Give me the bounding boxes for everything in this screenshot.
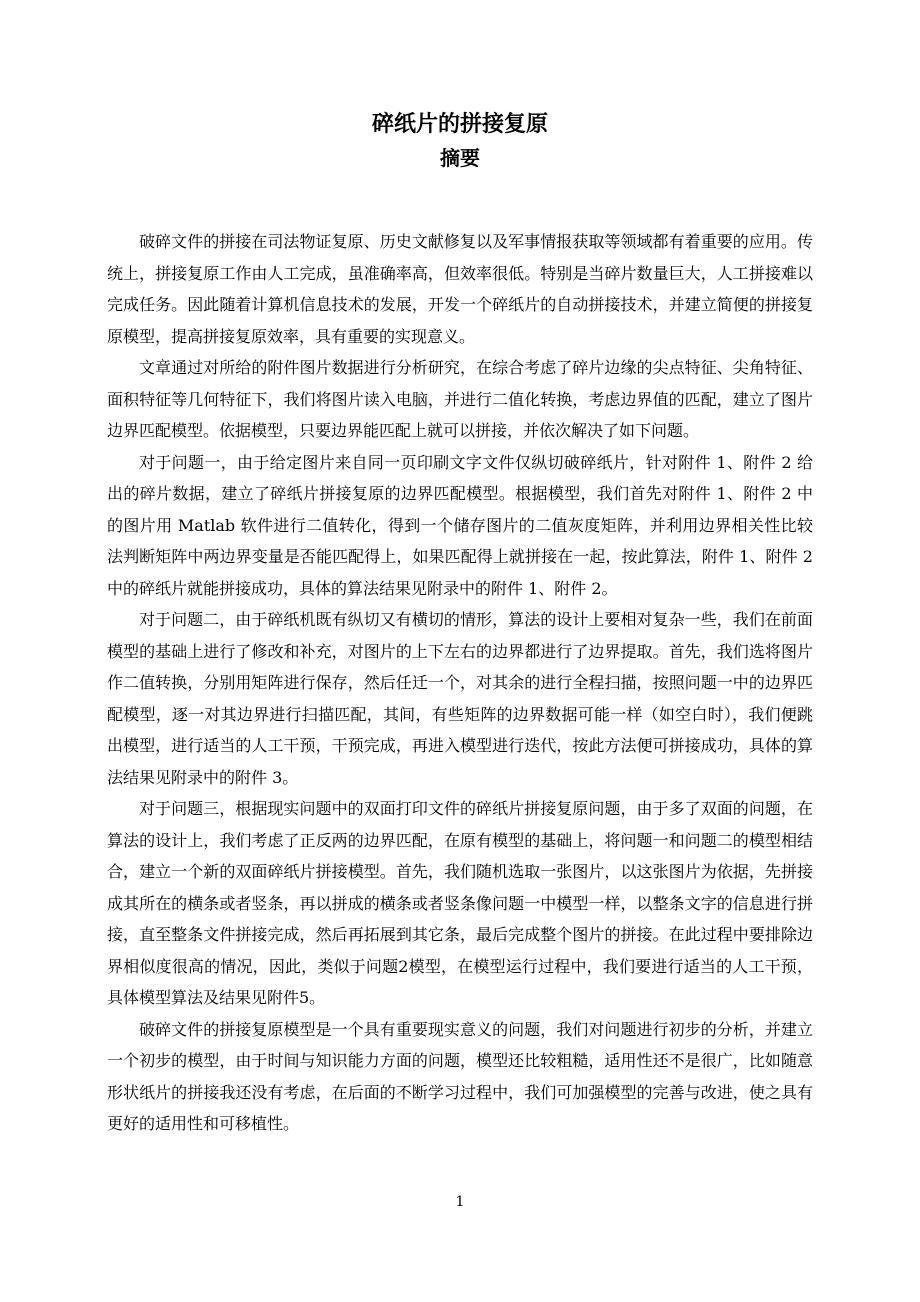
paragraph-1: 破碎文件的拼接在司法物证复原、历史文献修复以及军事情报获取等领域都有着重要的应用。传统上，拼接复原工作由人工完成，虽准确率高，但效率很低。特别是当碎片数量巨大，人工拼接难以完成任务。因此随着计算机信息技术的发展，开发一个碎纸片的自动拼接技术，并建立简便的拼接复原模型，提高拼接复原效率，具有重要的实现意义。	[107, 232, 813, 346]
abstract-body	[107, 226, 813, 1140]
document-title: 碎纸片的拼接复原	[371, 112, 548, 137]
paragraph-6: 破碎文件的拼接复原模型是一个具有重要现实意义的问题，我们对问题进行初步的分析，并建立一个初步的模型，由于时间与知识能力方面的问题，模型还比较粗糙，适用性还不是很广，比如随意形状纸片的拼接我还没有考虑，在后面的不断学习过程中，我们可加强模型的完善与改进，使之具有更好的适用性和可移植性。	[107, 1019, 813, 1133]
page-number: 1	[455, 1194, 465, 1210]
abstract-heading: 摘要	[440, 146, 480, 170]
paragraph-5: 对于问题三，根据现实问题中的双面打印文件的碎纸片拼接复原问题，由于多了双面的问题，在算法的设计上，我们考虑了正反两的边界匹配，在原有模型的基础上，将问题一和问题二的模型相结合，建立一个新的双面碎纸片拼接模型。首先，我们随机选取一张图片，以这张图片为依据，先拼接成其所在的横条或者竖条，再以拼成的横条或者竖条像问题一中模型一样，以整条文字的信息进行拼接，直至整条文件拼接完成，然后再拓展到其它条，最后完成整个图片的拼接。在此过程中要排除边界相似度很高的情况，因此，类似于问题2模型，在模型运行过程中，我们要进行适当的人工干预，具体模型算法及结果见附件5。	[107, 799, 813, 1007]
paragraph-3: 对于问题一，由于给定图片来自同一页印刷文字文件仅纵切破碎纸片，针对附件 1、附件 2 给出的碎片数据，建立了碎纸片拼接复原的边界匹配模型。根据模型，我们首先对附件 1、附件 2 中的图片用 Matlab 软件进行二值转化，得到一个储存图片的二值灰度矩阵，并利用边界相关性比较法判断矩阵中两边界变量是否能匹配得上，如果匹配得上就拼接在一起，按此算法，附件 1、附件 2 中的碎纸片就能拼接成功，具体的算法结果见附录中的附件 1、附件 2。	[107, 452, 813, 598]
paragraph-4: 对于问题二，由于碎纸机既有纵切又有横切的情形，算法的设计上要相对复杂一些，我们在前面模型的基础上进行了修改和补充，对图片的上下左右的边界都进行了边界提取。首先，我们选将图片作二值转换，分别用矩阵进行保存，然后任迁一个，对其余的进行全程扫描，按照问题一中的边界匹配模型，逐一对其边界进行扫描匹配，其间，有些矩阵的边界数据可能一样（如空白时），我们便跳出模型，进行适当的人工干预，干预完成，再进入模型进行迭代，按此方法便可拼接成功，具体的算法结果见附录中的附件 3。	[107, 610, 813, 787]
paragraph-2: 文章通过对所给的附件图片数据进行分析研究，在综合考虑了碎片边缘的尖点特征、尖角特征、面积特征等几何特征下，我们将图片读入电脑，并进行二值化转换，考虑边界值的匹配，建立了图片边界匹配模型。依据模型，只要边界能匹配上就可以拼接，并依次解决了如下问题。	[107, 358, 813, 440]
